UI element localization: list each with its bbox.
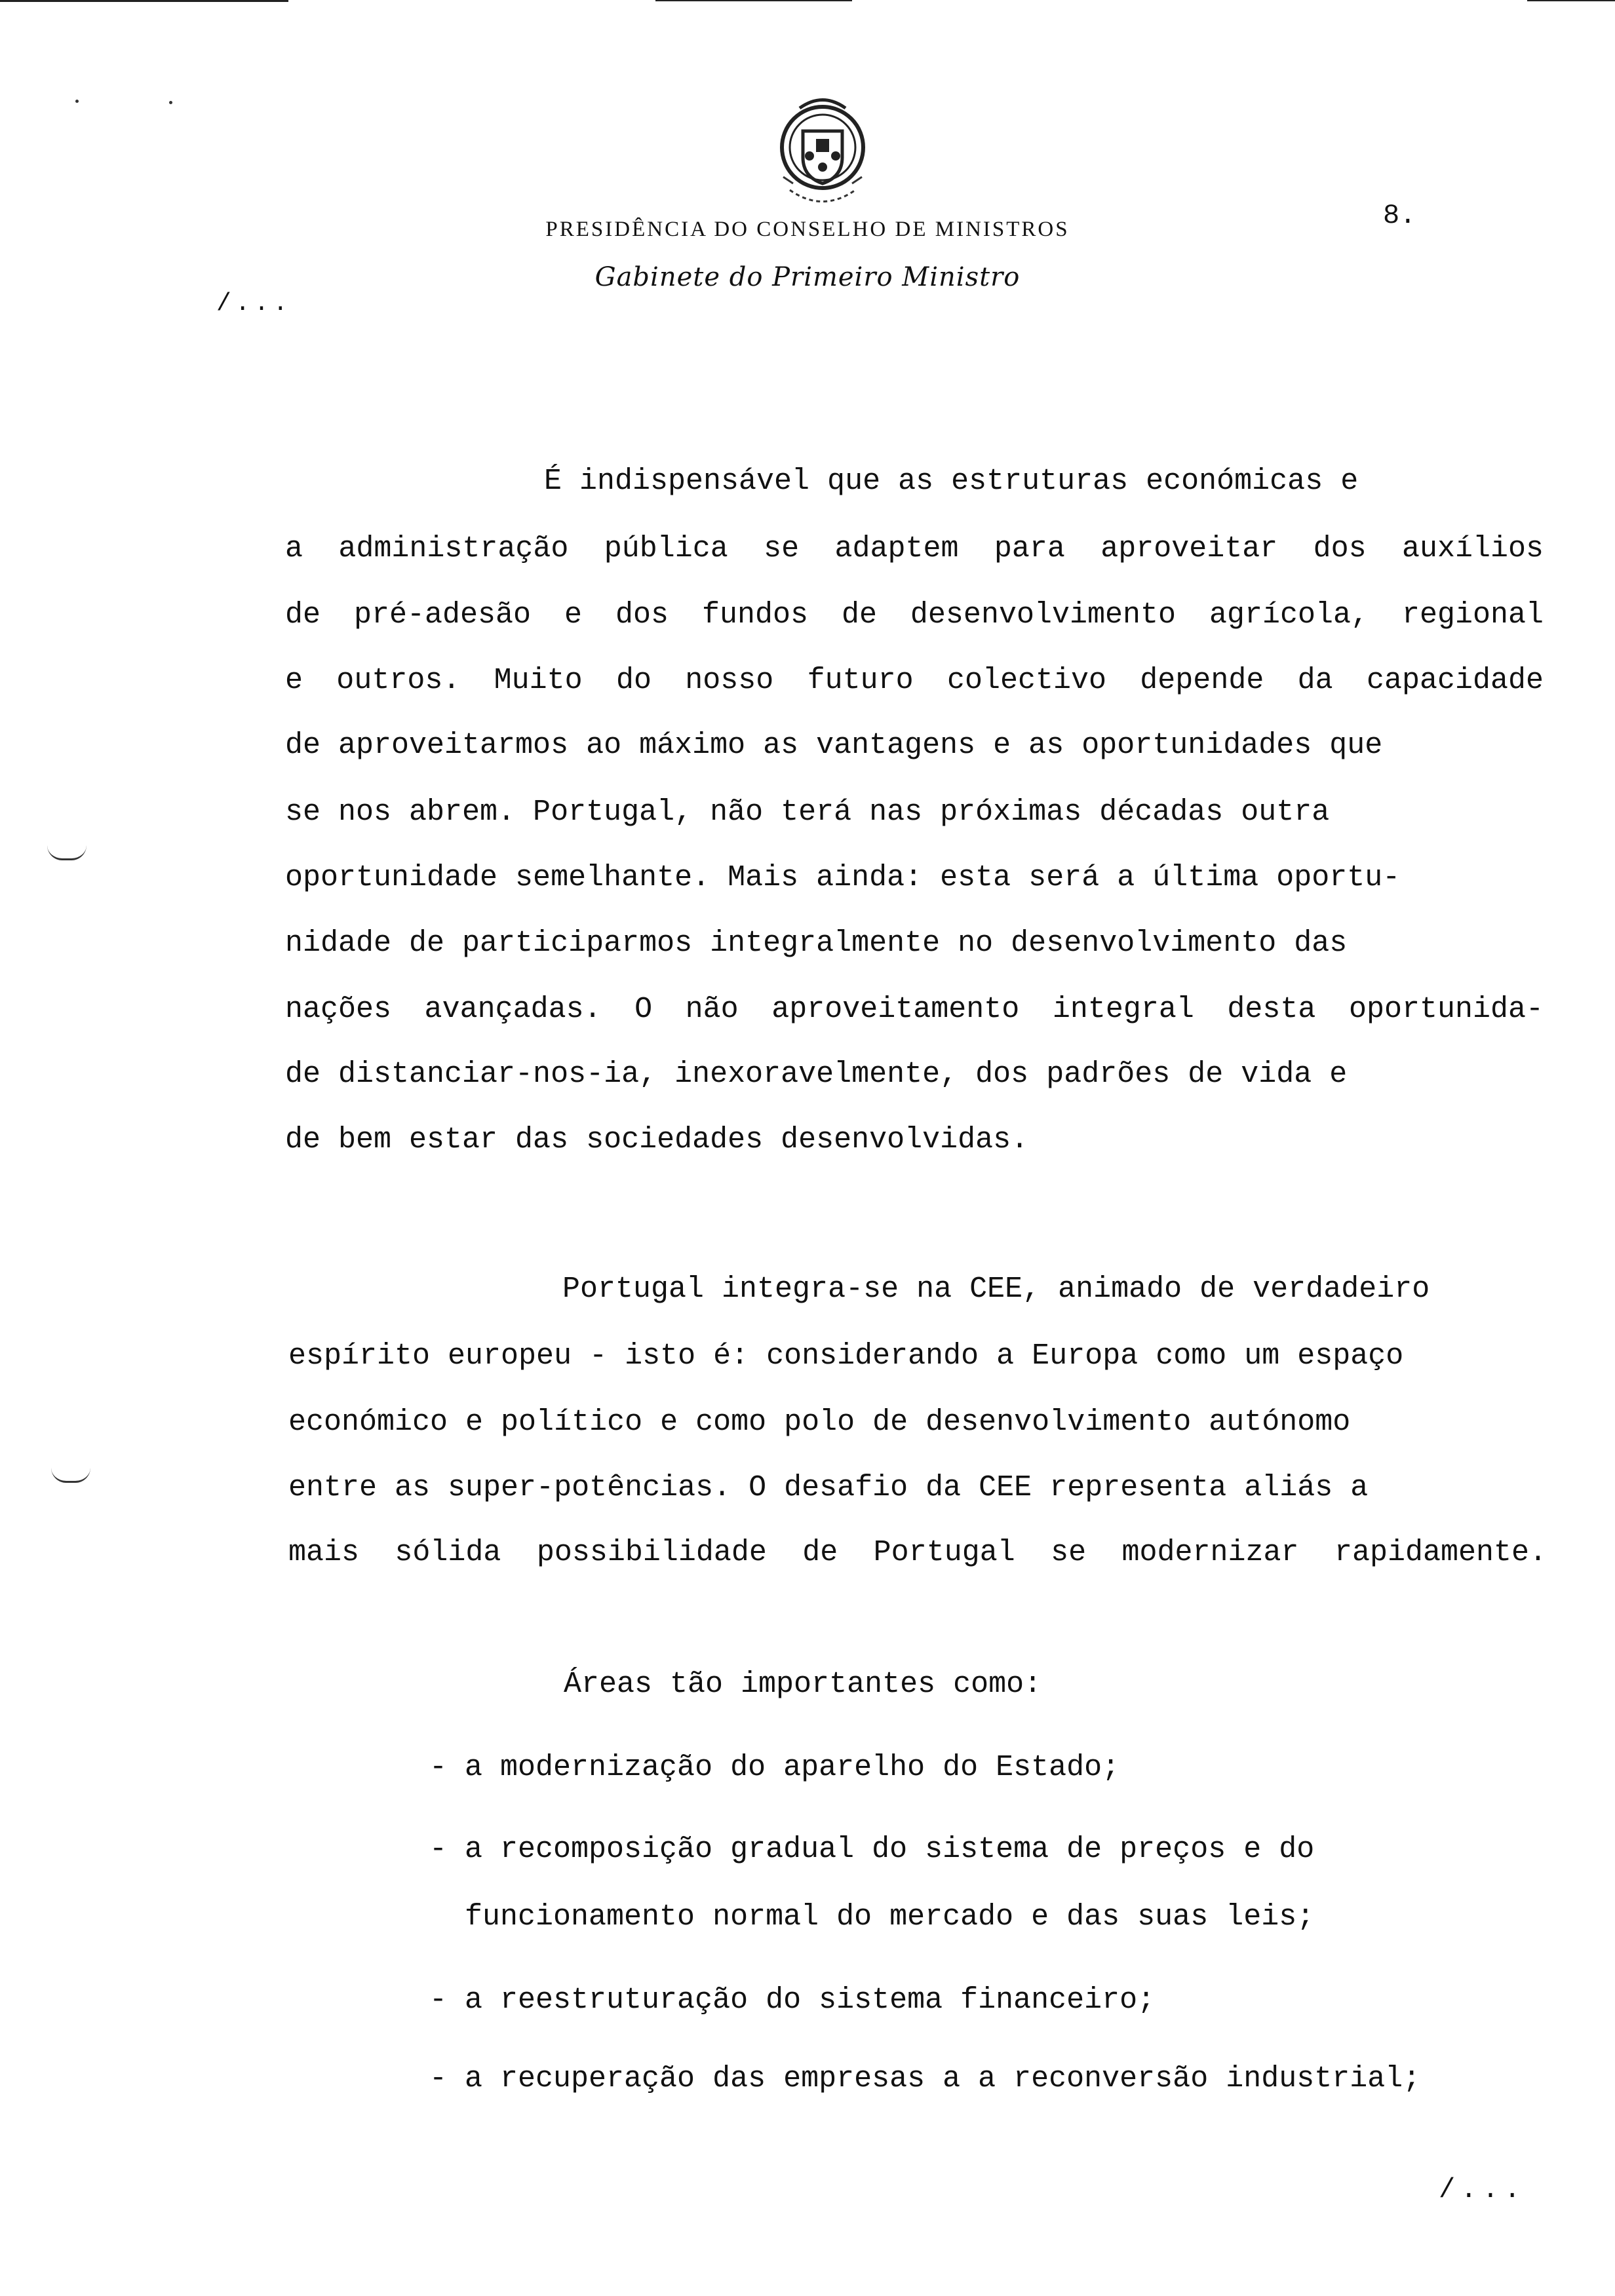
paragraph-1-line: de distanciar-nos-ia, inexoravelmente, dos padrões de vida e — [285, 1058, 1348, 1091]
institution-title: PRESIDÊNCIA DO CONSELHO DE MINISTROS — [545, 218, 1070, 241]
paragraph-1-line: de aproveitarmos ao máximo as vantagens e as oportunidades que — [285, 729, 1383, 762]
paragraph-2-line: espírito europeu - isto é: considerando a Europa como um espaço — [288, 1339, 1404, 1373]
paragraph-1-line: e outros. Muito do nosso futuro colectivo depende da capacidade — [285, 664, 1544, 697]
scan-speck — [169, 101, 172, 104]
paragraph-1-line: de pré-adesão e dos fundos de desenvolvimento agrícola, regional — [285, 598, 1544, 632]
list-item: funcionamento normal do mercado e das suas leis; — [429, 1900, 1315, 1934]
list-item: - a modernização do aparelho do Estado; — [429, 1751, 1120, 1784]
list-intro: Áreas tão importantes como: — [564, 1668, 1042, 1701]
scan-margin-mark — [47, 845, 87, 860]
scan-edge-line — [1527, 0, 1615, 1]
page-number: 8. — [1383, 200, 1416, 231]
paragraph-1-line: de bem estar das sociedades desenvolvidas. — [285, 1123, 1029, 1157]
paragraph-2-line: Portugal integra-se na CEE, animado de verdadeiro — [562, 1272, 1430, 1306]
list-item: - a recuperação das empresas a a reconversão industrial; — [429, 2062, 1421, 2095]
paragraph-1-line: se nos abrem. Portugal, não terá nas próximas décadas outra — [285, 795, 1330, 829]
paragraph-1-line: a administração pública se adaptem para aproveitar dos auxílios — [285, 532, 1544, 565]
scan-speck — [75, 100, 79, 103]
scan-edge-line — [655, 0, 852, 1]
paragraph-1-line: É indispensável que as estruturas económicas e — [544, 465, 1359, 498]
paragraph-2-line: económico e político e como polo de desenvolvimento autónomo — [288, 1406, 1351, 1439]
scan-margin-mark — [51, 1468, 90, 1483]
list-item: - a recomposição gradual do sistema de preços e do — [429, 1833, 1315, 1866]
continuation-mark-top: /... — [216, 290, 292, 318]
coat-of-arms-seal-icon — [760, 85, 885, 216]
continuation-mark-bottom: /... — [1439, 2174, 1526, 2206]
list-item: - a reestruturação do sistema financeiro; — [429, 1983, 1156, 2017]
paragraph-1-line: nações avançadas. O não aproveitamento integral desta oportunida- — [285, 993, 1544, 1026]
office-subtitle: Gabinete do Primeiro Ministro — [594, 262, 1021, 292]
paragraph-1-line: oportunidade semelhante. Mais ainda: esta será a última oportu- — [285, 861, 1401, 894]
paragraph-2-line: mais sólida possibilidade de Portugal se modernizar rapidamente. — [288, 1536, 1547, 1569]
paragraph-2-line: entre as super-potências. O desafio da CEE representa aliás a — [288, 1471, 1369, 1504]
scan-edge-line — [0, 0, 288, 2]
paragraph-1-line: nidade de participarmos integralmente no desenvolvimento das — [285, 927, 1348, 960]
